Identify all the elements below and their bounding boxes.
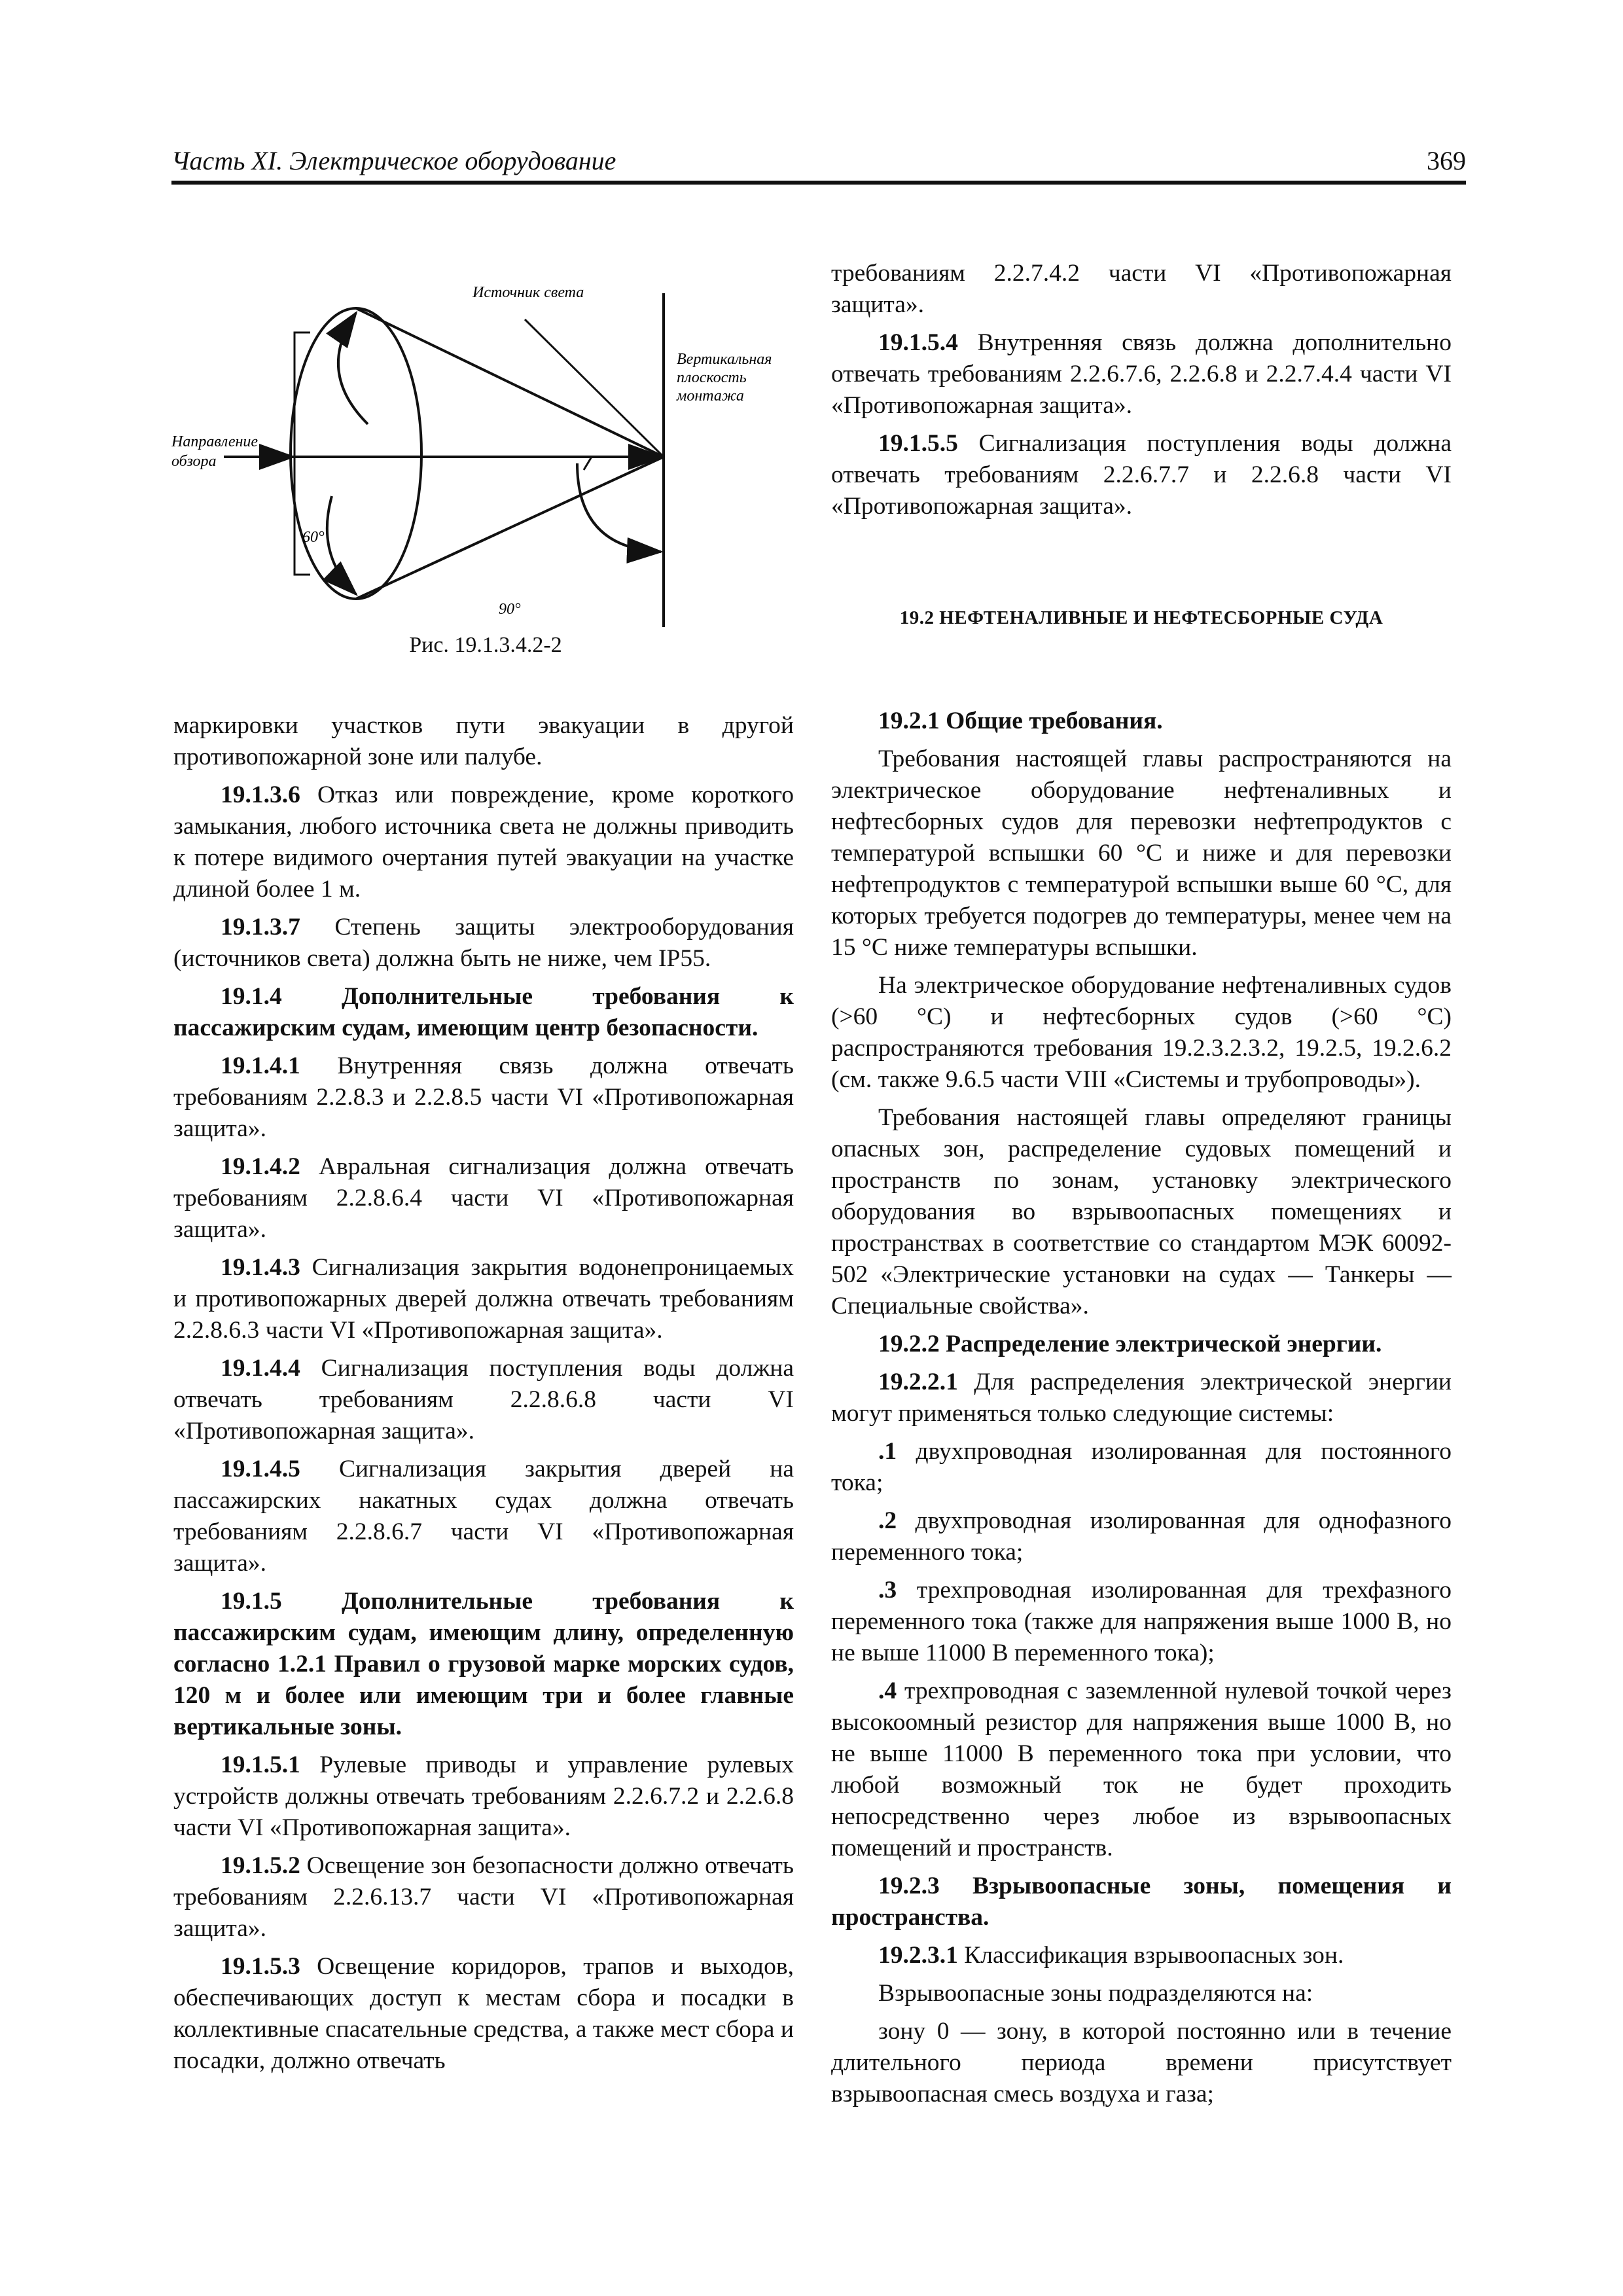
clause-number: 19.1.4.5 xyxy=(221,1456,300,1482)
subsection-heading: 19.2.2 Распределение электрической энергии. xyxy=(878,1331,1382,1357)
paragraph xyxy=(173,1353,794,1447)
list-number: .2 xyxy=(878,1507,897,1534)
paragraph xyxy=(173,1050,794,1145)
clause-text: Рулевые приводы и управление рулевых устройств должны отвечать требованиям 2.2.6.7.2 и 2.2.6.8 части VI «Противопожарная защита». xyxy=(173,1751,794,1841)
paragraph xyxy=(173,912,794,975)
label-vertical-plane-3: монтажа xyxy=(677,387,744,404)
list-item xyxy=(831,1436,1452,1499)
paragraph: маркировки участков пути эвакуации в другой противопожарной зоне или палубе. xyxy=(173,712,794,770)
clause-text: Классификация взрывоопасных зон. xyxy=(957,1942,1344,1969)
list-text: трехпроводная изолированная для трехфазного переменного тока (также для напряжения выше 1000 В, но не выше 11000 В переменного тока); xyxy=(831,1577,1452,1666)
subsection-heading: 19.2.1 Общие требования. xyxy=(878,708,1163,734)
list-item xyxy=(831,1676,1452,1864)
page-number: 369 xyxy=(1427,146,1466,175)
clause-text: Сигнализация поступления воды должна отвечать требованиям 2.2.8.6.8 части VI «Противопожарная защита». xyxy=(173,1355,794,1444)
list-item xyxy=(831,1575,1452,1669)
section-title: 19.2 НЕФТЕНАЛИВНЫЕ И НЕФТЕСБОРНЫЕ СУДА xyxy=(899,607,1383,628)
label-angle-60: 60° xyxy=(302,529,325,546)
clause-text: Отказ или повреждение, кроме короткого замыкания, любого источника света не должны приводить к потере видимого очертания путей эвакуации на участке длиной более 1 м. xyxy=(173,781,794,903)
paragraph: зону 0 — зону, в которой постоянно или в течение длительного периода времени присутствует взрывоопасная смесь воздуха и газа; xyxy=(831,2018,1452,2108)
figure-caption: Рис. 19.1.3.4.2-2 xyxy=(409,633,562,657)
paragraph xyxy=(831,327,1452,422)
clause-text: Освещение зон безопасности должно отвечать требованиям 2.2.6.13.7 части VI «Противопожарная защита». xyxy=(173,1852,794,1942)
paragraph xyxy=(173,1252,794,1346)
clause-text: Для распределения электрической энергии могут применяться только следующие системы: xyxy=(831,1369,1452,1427)
list-number: .4 xyxy=(878,1677,897,1704)
angle-60-arc-top xyxy=(338,313,368,424)
paragraph: Требования настоящей главы определяют границы опасных зон, распределение судовых помещений и пространств по зонам, установку электрического оборудования во взрывоопасных помещениях и пространствах в соответствие со стандартом МЭК 60092-502 «Электрические установки на судах — Танкеры — Специальные свойства». xyxy=(831,1104,1452,1319)
paragraph: требованиям 2.2.7.4.2 части VI «Противопожарная защита». xyxy=(831,260,1452,318)
paragraph: Взрывоопасные зоны подразделяются на: xyxy=(878,1980,1313,2007)
right-column xyxy=(831,258,1452,2117)
clause-number: 19.1.5.2 xyxy=(221,1852,300,1879)
paragraph: Требования настоящей главы распространяются на электрическое оборудование нефтеналивных и нефтесборных судов для перевозки нефтепродуктов с температурой вспышки 60 °С и ниже и для перевозки нефтепродуктов с температурой вспышки выше 60 °С, для которых требуется подогрев до температуры, менее чем на 15 °С ниже температуры вспышки. xyxy=(831,745,1452,961)
paragraph xyxy=(173,1749,794,1844)
diagram-svg xyxy=(171,274,800,627)
list-number: .1 xyxy=(878,1438,897,1465)
figure-light-source-diagram xyxy=(171,274,800,660)
paragraph xyxy=(831,1940,1452,1971)
subsection-heading: 19.1.5 Дополнительные требования к пассажирским судам, имеющим длину, определенную согласно 1.2.1 Правил о грузовой марке морских судов, 120 м и более или имеющим три и более главные вертикальные зоны. xyxy=(173,1588,794,1740)
clause-text: Авральная сигнализация должна отвечать требованиям 2.2.8.6.4 части VI «Противопожарная защита». xyxy=(173,1153,794,1243)
paragraph xyxy=(831,428,1452,522)
clause-number: 19.1.5.3 xyxy=(221,1953,300,1980)
paragraph xyxy=(173,780,794,905)
header-title: Часть XI. Электрическое оборудование xyxy=(171,146,616,175)
clause-text: Внутренняя связь должна дополнительно отвечать требованиям 2.2.6.7.6, 2.2.6.8 и 2.2.7.4.4 части VI «Противопожарная защита». xyxy=(831,329,1452,419)
left-column xyxy=(173,710,794,2083)
clause-text: Освещение коридоров, трапов и выходов, обеспечивающих доступ к местам сбора и посадки в коллективные спасательные средства, а также мест сбора и посадки, должно отвечать xyxy=(173,1953,794,2074)
paragraph xyxy=(173,1454,794,1579)
clause-number: 19.1.4.2 xyxy=(221,1153,300,1180)
paragraph xyxy=(173,1951,794,2077)
clause-number: 19.1.4.3 xyxy=(221,1254,300,1281)
paragraph xyxy=(831,1367,1452,1429)
clause-number: 19.2.3.1 xyxy=(878,1942,958,1969)
clause-number: 19.1.4.4 xyxy=(221,1355,300,1382)
clause-text: Внутренняя связь должна отвечать требованиям 2.2.8.3 и 2.2.8.5 части VI «Противопожарная защита». xyxy=(173,1052,794,1142)
label-view-direction-2: обзора xyxy=(171,453,217,470)
header-rule xyxy=(171,181,1466,185)
list-text: двухпроводная изолированная для постоянного тока; xyxy=(831,1438,1452,1496)
paragraph: На электрическое оборудование нефтеналивных судов (>60 °С) и нефтесборных судов (>60 °С) распространяются требования 19.2.3.2.3.2, 19.2.5, 19.2.6.2 (см. также 9.6.5 части VIII «Системы и трубопроводы»). xyxy=(831,972,1452,1093)
clause-number: 19.1.5.1 xyxy=(221,1751,300,1778)
clause-number: 19.1.4.1 xyxy=(221,1052,300,1079)
angle-90-tick xyxy=(584,457,592,470)
paragraph xyxy=(173,1151,794,1246)
list-item xyxy=(831,1505,1452,1568)
label-vertical-plane-2: плоскость xyxy=(677,369,747,386)
paragraph xyxy=(173,1850,794,1945)
angle-60-arc-bottom xyxy=(327,496,356,594)
subsection-heading: 19.2.3 Взрывоопасные зоны, помещения и пространства. xyxy=(831,1873,1452,1931)
running-header xyxy=(171,143,1466,179)
list-text: трехпроводная с заземленной нулевой точкой через высокоомный резистор для напряжения выше 1000 В, но не выше 11000 В переменного тока при условии, что любой возможный ток не будет проходить непосредственно через любое из взрывоопасных помещений и пространств. xyxy=(831,1677,1452,1861)
clause-text: Сигнализация закрытия водонепроницаемых и противопожарных дверей должна отвечать требованиям 2.2.8.6.3 части VI «Противопожарная защита». xyxy=(173,1254,794,1344)
clause-number: 19.1.3.7 xyxy=(221,914,300,941)
clause-number: 19.1.5.5 xyxy=(878,430,958,457)
clause-number: 19.1.3.6 xyxy=(221,781,300,808)
clause-text: Степень защиты электрооборудования (источников света) должна быть не ниже, чем IP55. xyxy=(173,914,794,972)
clause-number: 19.1.5.4 xyxy=(878,329,958,356)
clause-number: 19.2.2.1 xyxy=(878,1369,958,1395)
light-source-pointer xyxy=(525,319,664,457)
label-vertical-plane-1: Вертикальная xyxy=(677,351,772,368)
cone-upper-line xyxy=(356,308,664,457)
label-light-source: Источник света xyxy=(473,284,584,301)
list-text: двухпроводная изолированная для однофазного переменного тока; xyxy=(831,1507,1452,1566)
list-number: .3 xyxy=(878,1577,897,1604)
subsection-heading: 19.1.4 Дополнительные требования к пассажирским судам, имеющим центр безопасности. xyxy=(173,983,794,1041)
label-view-direction-1: Направление xyxy=(171,433,259,450)
cone-base-ellipse xyxy=(291,308,421,599)
cone-lower-line xyxy=(356,457,664,599)
label-angle-90: 90° xyxy=(499,601,521,618)
clause-text: Сигнализация закрытия дверей на пассажирских накатных судах должна отвечать требованиям 2.2.8.6.7 части VI «Противопожарная защита». xyxy=(173,1456,794,1577)
clause-text: Сигнализация поступления воды должна отвечать требованиям 2.2.6.7.7 и 2.2.6.8 части VI «Противопожарная защита». xyxy=(831,430,1452,520)
